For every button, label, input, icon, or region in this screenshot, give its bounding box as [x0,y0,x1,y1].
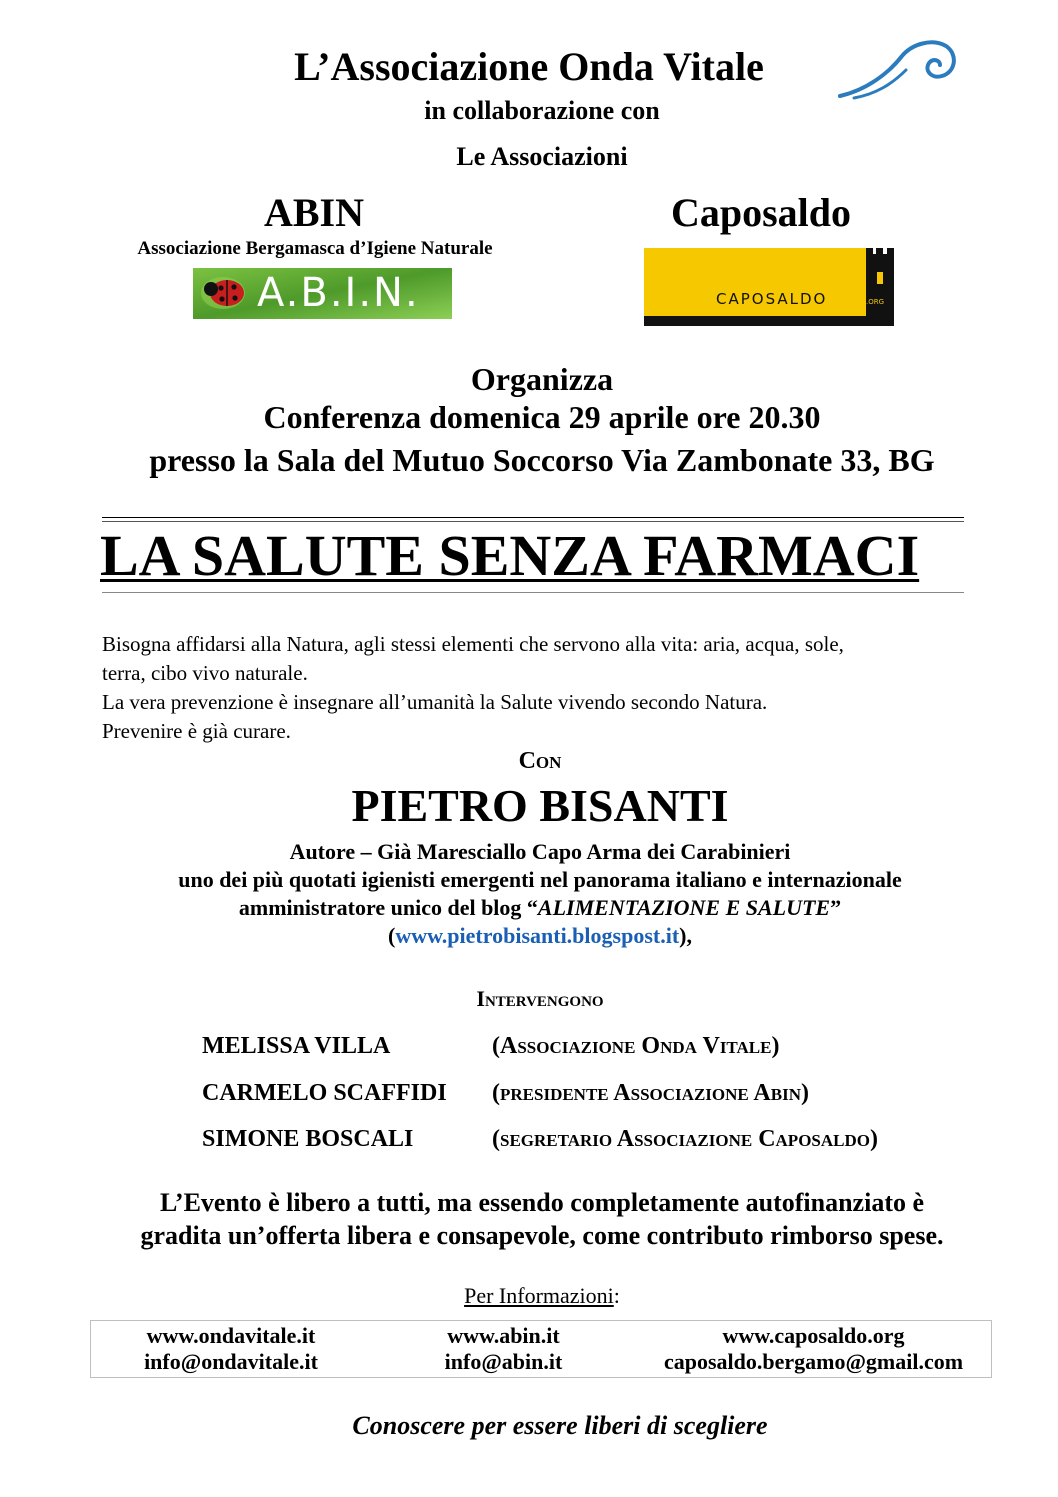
contact-column [636,1323,991,1375]
abin-name: ABIN [263,190,365,235]
organizza-label: Organizza [470,361,614,397]
contact-column [91,1323,371,1375]
participant-role: (segretario Associazione Caposaldo) [492,1126,878,1152]
bio-line [0,894,1058,922]
motto: Conoscere per essere liberi di scegliere [352,1411,768,1440]
paren-close: ), [679,923,692,948]
intro-text [102,630,992,746]
contact-column [371,1323,636,1375]
caposaldo-tower-icon [644,248,894,326]
blog-prefix: amministratore unico del blog “ [238,895,538,920]
notice-line: gradita un’offerta libera e consapevole, come contributo rimborso spese. [140,1221,944,1250]
blog-link[interactable]: www.pietrobisanti.blogspost.it [395,923,680,948]
contact-email[interactable]: info@ondavitale.it [144,1349,318,1374]
bio-line [0,922,1058,950]
main-title: LA SALUTE SENZA FARMACI [100,523,920,588]
participant-role: (presidente Associazione Abin) [492,1080,809,1106]
collaboration-line: in collaborazione con [424,96,660,125]
blog-name: ALIMENTAZIONE E SALUTE [537,895,831,920]
contact-email[interactable]: info@abin.it [444,1349,563,1374]
contact-site[interactable]: www.abin.it [447,1323,560,1348]
abin-full-name: Associazione Bergamasca d’Igiene Naturale [137,238,493,259]
participant-name: SIMONE BOSCALI [202,1126,414,1152]
intro-line: La vera prevenzione è insegnare all’umanità la Salute vivendo secondo Natura. [102,690,768,714]
participant-name: CARMELO SCAFFIDI [202,1080,447,1106]
intervengono-label: Intervengono [476,986,604,1011]
con-label: Con [518,748,562,774]
contact-email[interactable]: caposaldo.bergamo@gmail.com [663,1349,964,1374]
associations-label: Le Associazioni [456,142,628,171]
divider-top [102,517,964,518]
conference-date: Conferenza domenica 29 aprile ore 20.30 [263,399,821,435]
notice-line: L’Evento è libero a tutti, ma essendo completamente autofinanziato è [159,1188,925,1217]
intro-line: terra, cibo vivo naturale. [102,661,308,685]
info-colon: : [613,1283,620,1308]
contact-site[interactable]: www.caposaldo.org [722,1323,905,1348]
onda-vitale-wave-logo [836,38,960,102]
intro-line: Prevenire è già curare. [102,719,291,743]
blog-suffix: ” [830,895,842,920]
conference-venue: presso la Sala del Mutuo Soccorso Via Zambonate 33, BG [149,442,935,478]
donation-notice [0,1186,1058,1252]
bio-line: Autore – Già Maresciallo Capo Arma dei Carabinieri [289,839,791,864]
bio-line: uno dei più quotati igienisti emergenti nel panorama italiano e internazionale [178,867,902,892]
speaker-bio [0,838,1058,950]
contact-site[interactable]: www.ondavitale.it [146,1323,316,1348]
info-label: Per Informazioni [464,1283,614,1308]
speaker-name: PIETRO BISANTI [351,780,729,831]
caposaldo-logo-text: CAPOSALDO [716,290,828,308]
caposaldo-name: Caposaldo [670,190,852,235]
info-heading [0,1282,1058,1310]
caposaldo-logo [644,248,894,326]
abin-logo-text: A.B.I.N. [257,270,420,316]
intro-line: Bisogna affidarsi alla Natura, agli stessi elementi che servono alla vita: aria, acqua, sole, [102,632,844,656]
participant-name: MELISSA VILLA [202,1033,391,1059]
paren-open: ( [388,923,396,948]
divider-top-thin [102,521,964,522]
page-title: L’Associazione Onda Vitale [294,44,764,89]
divider-bottom [102,592,964,593]
contact-table [90,1320,992,1378]
participant-role: (Associazione Onda Vitale) [492,1033,780,1059]
abin-logo [193,268,452,319]
caposaldo-logo-suffix: .ORG [866,298,885,306]
